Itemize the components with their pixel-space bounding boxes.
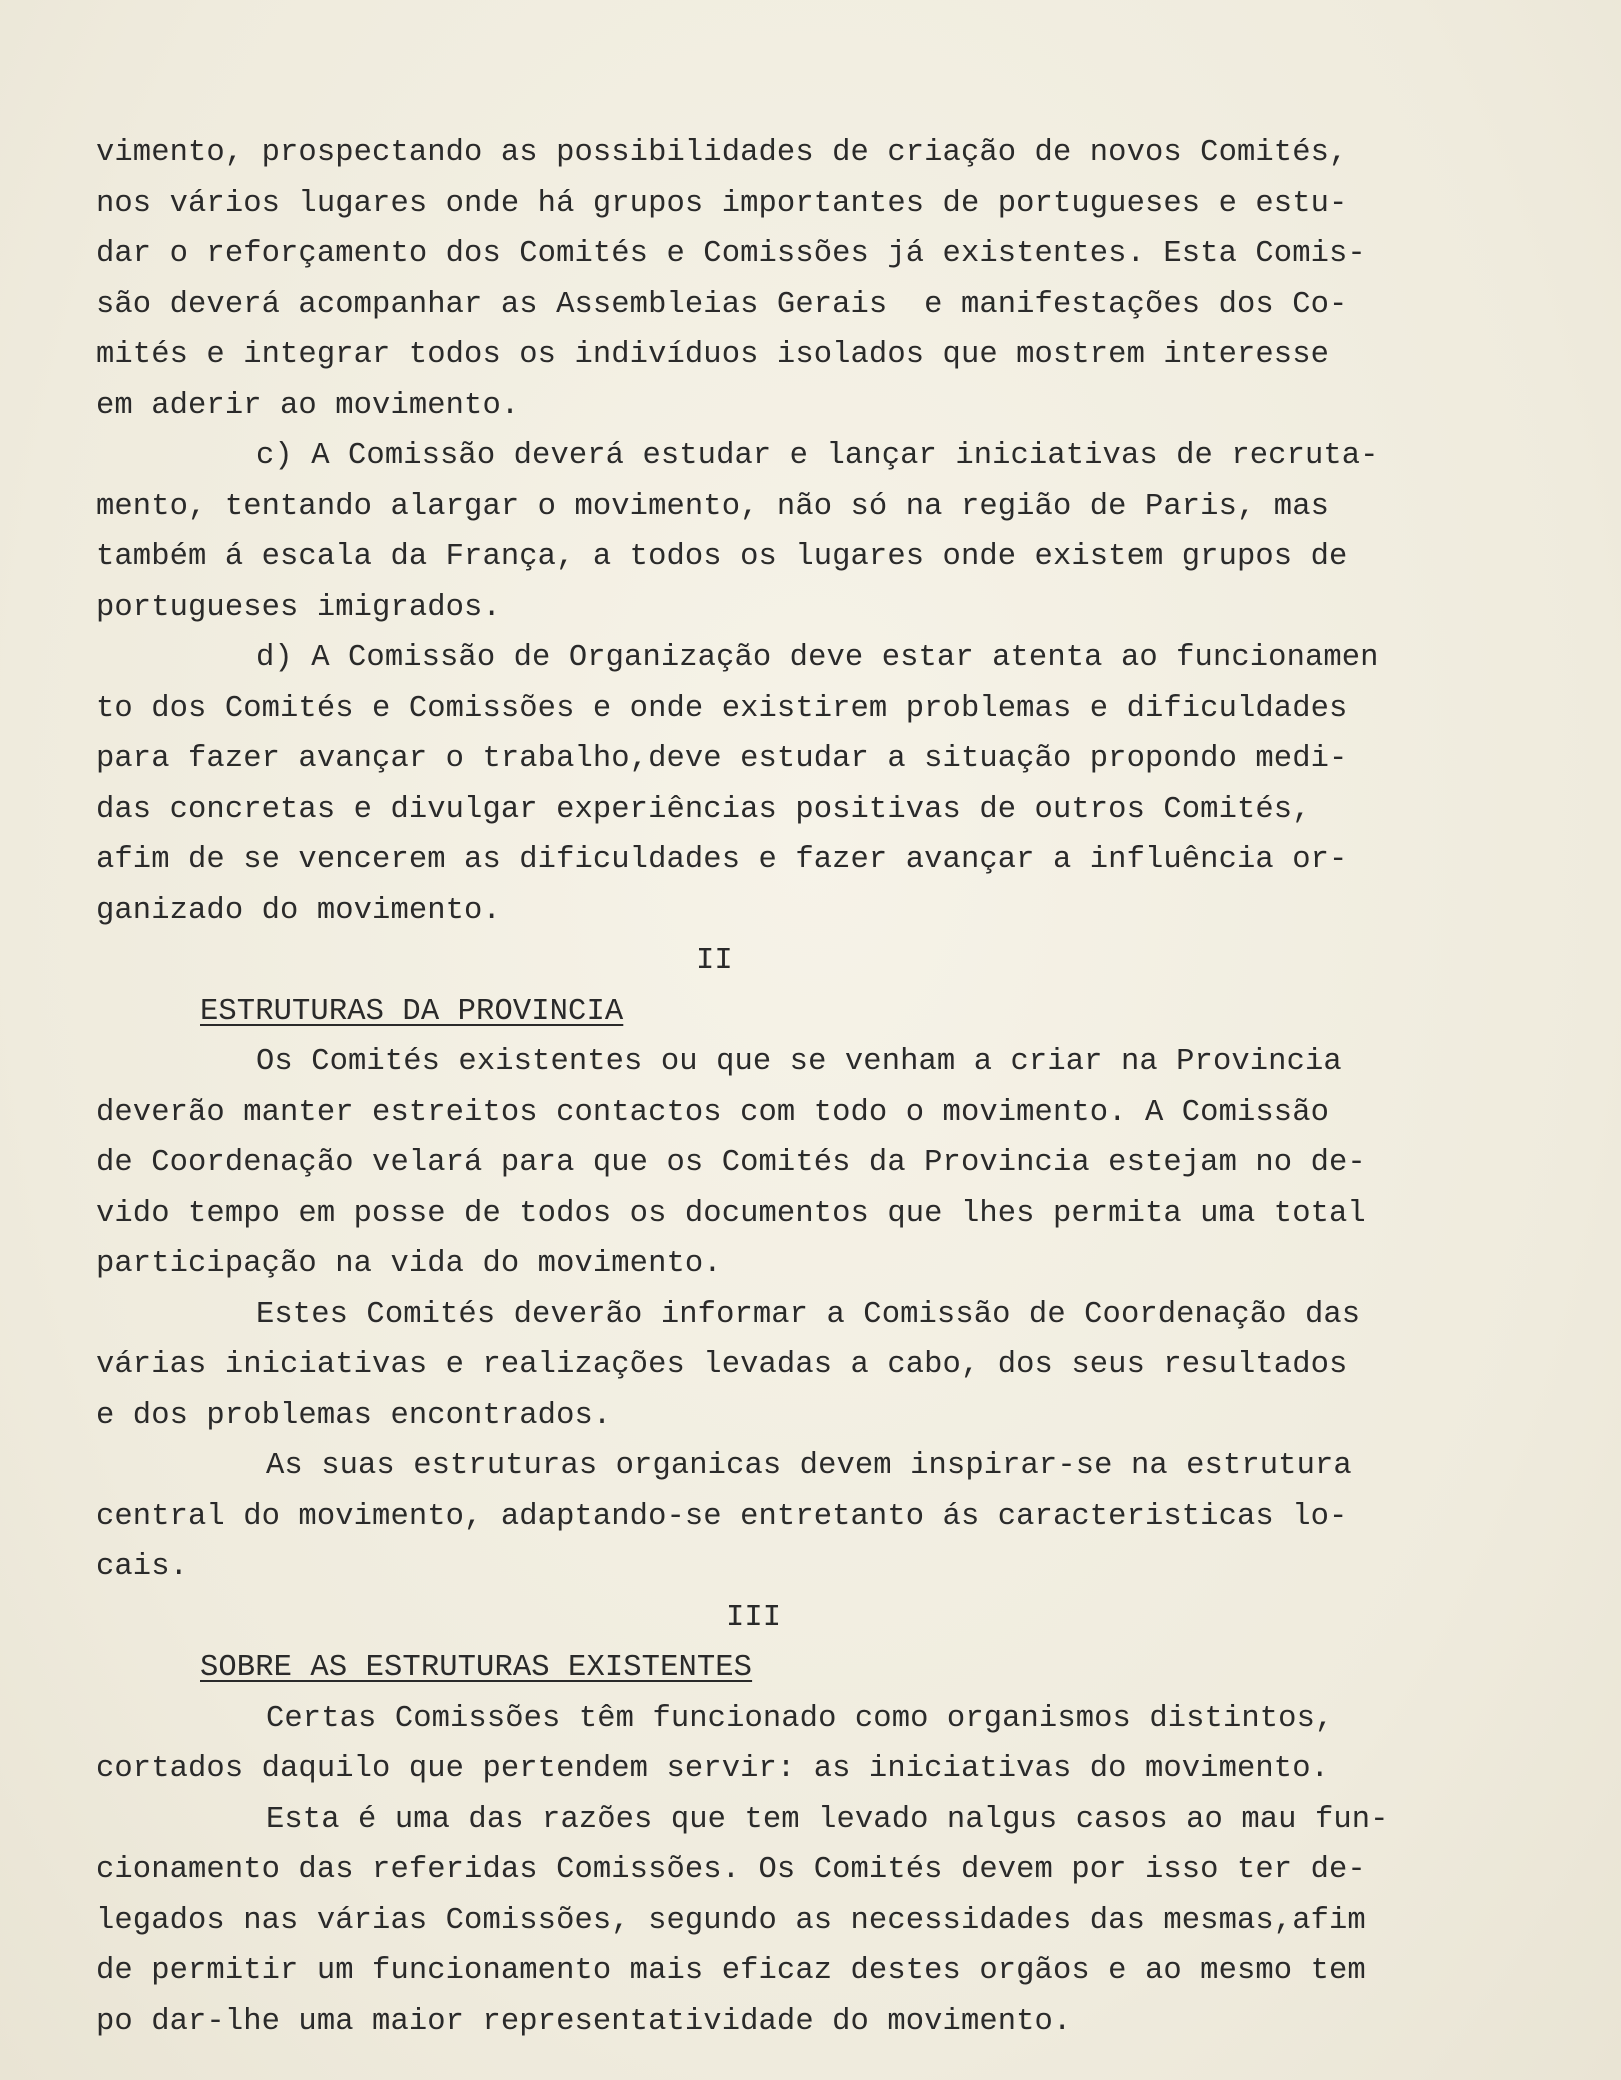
text-line: portugueses imigrados. — [96, 590, 501, 625]
paragraph-start: Os Comités existentes ou que se venham a criar na Provincia — [256, 1045, 1342, 1079]
section-heading-provincia: ESTRUTURAS DA PROVINCIA — [200, 994, 624, 1029]
paragraph-start: As suas estruturas organicas devem inspirar-se na estrutura — [266, 1449, 1352, 1483]
text-line: de permitir um funcionamento mais eficaz destes orgãos e ao mesmo tem — [96, 1954, 1366, 1988]
text-line: de Coordenação velará para que os Comités da Provincia estejam no de- — [96, 1146, 1366, 1180]
text-line: são deverá acompanhar as Assembleias Gerais e manifestações dos Co- — [96, 287, 1348, 322]
document-body — [96, 128, 1536, 2047]
text-line: das concretas e divulgar experiências positivas de outros Comités, — [96, 792, 1311, 827]
text-line: po dar-lhe uma maior representatividade do movimento. — [96, 2004, 1072, 2039]
text-line: para fazer avançar o trabalho,deve estudar a situação propondo medi- — [96, 742, 1348, 776]
text-line: vido tempo em posse de todos os documentos que lhes permita uma total — [96, 1196, 1366, 1231]
text-line: to dos Comités e Comissões e onde existirem problemas e dificuldades — [96, 691, 1348, 726]
paragraph-start: Estes Comités deverão informar a Comissão de Coordenação das — [256, 1297, 1361, 1332]
text-line: e dos problemas encontrados. — [96, 1398, 612, 1433]
section-number-iii: III — [726, 1600, 782, 1635]
text-line: participação na vida do movimento. — [96, 1247, 722, 1281]
text-line: afim de se vencerem as dificuldades e fazer avançar a influência or- — [96, 843, 1348, 877]
text-line: várias iniciativas e realizações levadas a cabo, dos seus resultados — [96, 1348, 1348, 1382]
text-line: vimento, prospectando as possibilidades de criação de novos Comités, — [96, 136, 1348, 170]
text-line: legados nas várias Comissões, segundo as necessidades das mesmas,afim — [96, 1903, 1366, 1938]
text-line: central do movimento, adaptando-se entretanto ás caracteristicas lo- — [96, 1499, 1348, 1534]
text-line: mento, tentando alargar o movimento, não só na região de Paris, mas — [96, 489, 1329, 524]
text-line: cortados daquilo que pertendem servir: as iniciativas do movimento. — [96, 1752, 1329, 1786]
text-line: mités e integrar todos os indivíduos isolados que mostrem interesse — [96, 338, 1329, 372]
text-line: deverão manter estreitos contactos com todo o movimento. A Comissão — [96, 1095, 1329, 1130]
section-heading-estruturas: SOBRE AS ESTRUTURAS EXISTENTES — [200, 1651, 753, 1685]
paragraph-start: Esta é uma das razões que tem levado nalgus casos ao mau fun- — [266, 1802, 1389, 1837]
text-line: cais. — [96, 1550, 189, 1584]
section-number-ii: II — [696, 944, 733, 978]
text-line: nos vários lugares onde há grupos importantes de portugueses e estu- — [96, 186, 1348, 221]
paragraph-c-start: c) A Comissão deverá estudar e lançar iniciativas de recruta- — [256, 439, 1379, 473]
text-line: dar o reforçamento dos Comités e Comissões já existentes. Esta Comis- — [96, 237, 1366, 271]
text-line: em aderir ao movimento. — [96, 388, 520, 423]
paragraph-start: Certas Comissões têm funcionado como organismos distintos, — [266, 1701, 1334, 1736]
text-line: também á escala da França, a todos os lugares onde existem grupos de — [96, 540, 1348, 574]
paragraph-d-start: d) A Comissão de Organização deve estar atenta ao funcionamen — [256, 641, 1379, 675]
text-line: cionamento das referidas Comissões. Os Comités devem por isso ter de- — [96, 1853, 1366, 1887]
text-line: ganizado do movimento. — [96, 893, 501, 928]
